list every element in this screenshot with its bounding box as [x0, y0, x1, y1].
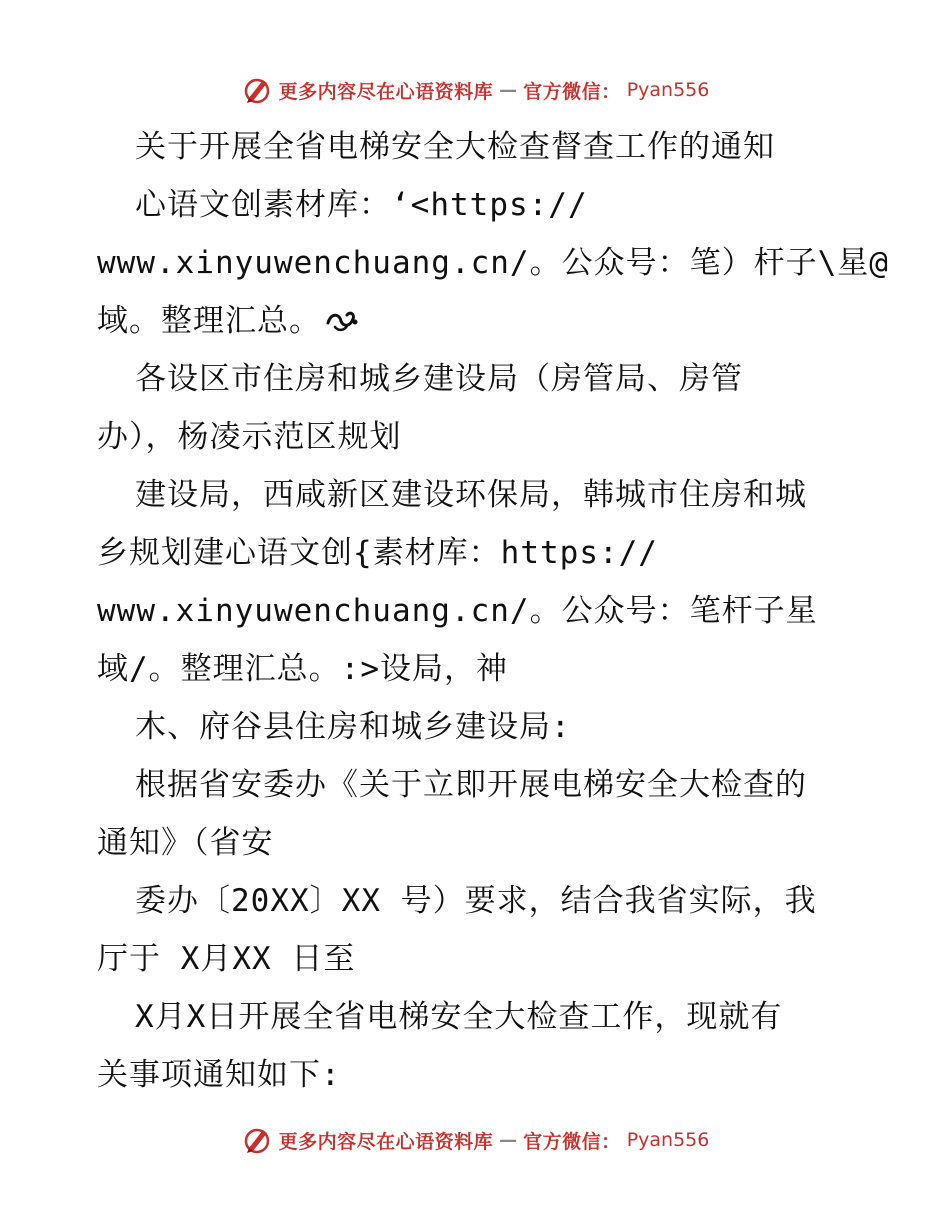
doc-line: [97, 582, 857, 640]
watermark-separator: —: [499, 1129, 518, 1151]
doc-line: [97, 292, 857, 350]
doc-line-text: www.xinyuwenchuang.cn/。公众号：笔）杆子\星@: [97, 245, 889, 281]
doc-line: [97, 814, 857, 872]
doc-line-text: 关于开展全省电梯安全大检查督查工作的通知: [135, 129, 775, 165]
doc-line-text: 厅于 X月XX 日至: [97, 941, 356, 977]
doc-line: [97, 350, 857, 408]
doc-line: [97, 176, 857, 234]
doc-line: [97, 698, 857, 756]
doc-line: [97, 234, 889, 292]
doc-line: [97, 930, 857, 988]
watermark-label: 官方微信：: [523, 80, 621, 103]
doc-line: [97, 756, 857, 814]
doc-line-text: 各设区市住房和城乡建设局（房管局、房管: [135, 361, 743, 397]
doc-line-text: 委办〔20XX〕XX 号）要求，结合我省实际，我: [135, 883, 817, 919]
watermark-account: Pyan556: [626, 79, 710, 101]
doc-line: [97, 872, 857, 930]
pen-logo-icon: [241, 74, 273, 106]
document-body: [97, 118, 889, 1104]
pen-logo-icon: [241, 1124, 273, 1156]
doc-line: [97, 640, 857, 698]
doc-line: [97, 118, 857, 176]
doc-line: [97, 466, 857, 524]
doc-line-text: www.xinyuwenchuang.cn/。公众号：笔杆子星: [97, 593, 818, 629]
doc-line: [97, 524, 857, 582]
doc-line-text: 通知》（省安: [97, 825, 274, 861]
doc-line: [97, 988, 857, 1046]
doc-line-text: 木、府谷县住房和城乡建设局:: [135, 709, 571, 745]
doc-line-text: 乡规划建心语文创{素材库：https://: [97, 535, 658, 571]
watermark-account: Pyan556: [626, 1129, 710, 1151]
doc-line-text: 关事项通知如下:: [97, 1057, 341, 1093]
watermark-text: 更多内容尽在心语资料库: [278, 80, 494, 103]
doc-line-text: X月X日开展全省电梯安全大检查工作，现就有: [135, 999, 783, 1035]
doc-line-text: 域/。整理汇总。:>设局，神: [97, 651, 508, 687]
watermark-label: 官方微信：: [523, 1130, 621, 1153]
watermark-text: 更多内容尽在心语资料库: [278, 1130, 494, 1153]
watermark-banner-top: [0, 70, 950, 110]
doc-line-text: 根据省安委办《关于立即开展电梯安全大检查的: [135, 767, 807, 803]
doc-line-text: 心语文创素材库：‘<https://: [135, 187, 588, 223]
doc-line: [97, 408, 857, 466]
watermark-separator: —: [499, 79, 518, 101]
watermark-banner-bottom: [0, 1120, 950, 1160]
fleuron-ornament-icon: [325, 307, 359, 333]
doc-line: [97, 1046, 857, 1104]
doc-line-text: 域。整理汇总。: [97, 303, 321, 339]
doc-line-text: 办），杨凌示范区规划: [97, 419, 402, 455]
doc-line-text: 建设局，西咸新区建设环保局，韩城市住房和城: [135, 477, 807, 513]
